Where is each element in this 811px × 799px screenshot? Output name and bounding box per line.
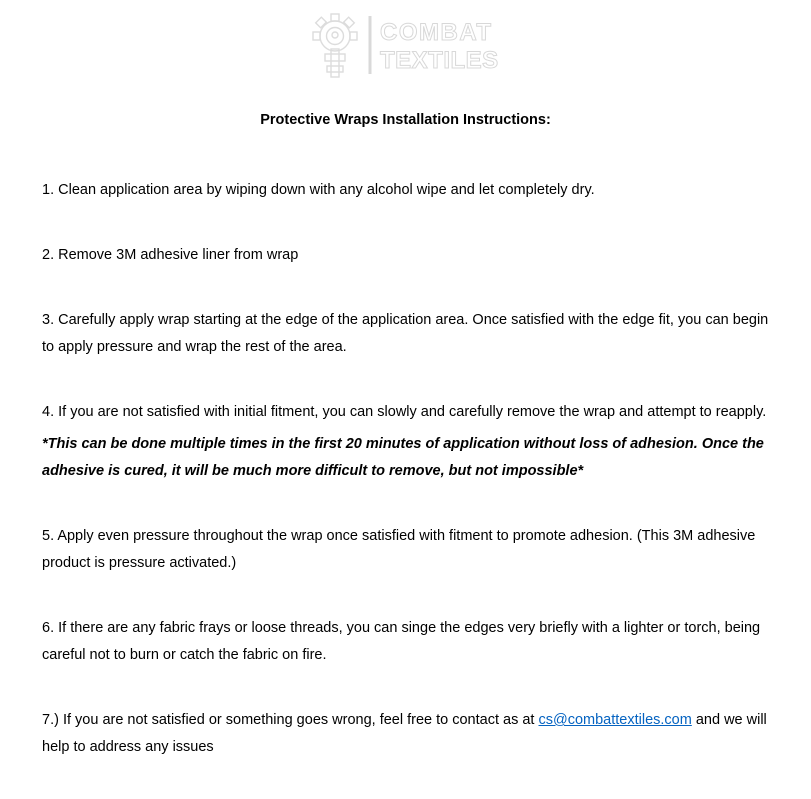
adhesion-note: *This can be done multiple times in the first 20 minutes of application without loss of adhesion. Once the adhesive is cured, it will be much more difficult to remove, but not impossible* — [42, 436, 764, 479]
instruction-step-4: 4. If you are not satisfied with initial fitment, you can slowly and carefully remove the wrap and attempt to reapply. — [42, 404, 767, 420]
instruction-step-5: 5. Apply even pressure throughout the wrap once satisfied with fitment to promote adhesion. (This 3M adhesive product is pressure activated.) — [42, 528, 756, 571]
grenade-emblem-icon — [313, 14, 357, 77]
logo-text-line2: TEXTILES — [379, 47, 499, 74]
instruction-step-6: 6. If there are any fabric frays or loose threads, you can singe the edges very briefly with a lighter or torch, being careful not to burn or catch the fabric on fire. — [42, 620, 761, 663]
instruction-step-3: 3. Carefully apply wrap starting at the edge of the application area. Once satisfied with the edge fit, you can begin to apply pressure and wrap the rest of the area. — [42, 312, 769, 355]
instruction-step-2: 2. Remove 3M adhesive liner from wrap — [42, 247, 299, 263]
step7-text-after: and we will help to address any issues — [42, 712, 767, 755]
combat-textiles-logo — [308, 8, 504, 80]
instruction-step-7 — [42, 707, 769, 761]
step7-text-before: 7.) If you are not satisfied or something goes wrong, feel free to contact as at — [42, 712, 539, 728]
instruction-step-1: 1. Clean application area by wiping down with any alcohol wipe and let completely dry. — [42, 182, 595, 198]
logo-text-line1: COMBAT — [379, 19, 493, 46]
logo — [42, 8, 769, 80]
page-title: Protective Wraps Installation Instructions: — [260, 112, 551, 128]
email-link[interactable]: cs@combattextiles.com — [538, 712, 692, 728]
